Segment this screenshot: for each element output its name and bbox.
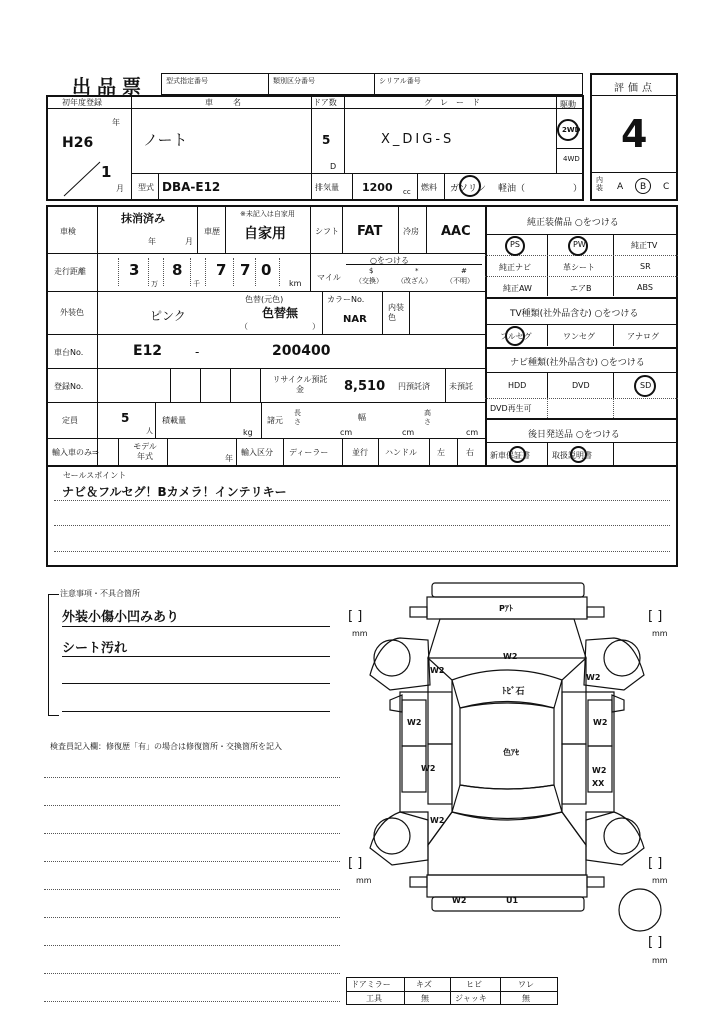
tire-fr-bracket: [ ] xyxy=(648,609,663,624)
tire-rr-bracket: [ ] xyxy=(648,856,663,871)
inspection-year: 年 xyxy=(148,237,156,246)
color-change-value: 色替無 xyxy=(262,306,299,320)
later-manual: 取扱説明書 xyxy=(552,451,592,460)
handle-right: 右 xyxy=(466,448,474,457)
recycle-label: リサイクル預託金 xyxy=(272,375,328,394)
car-diagram xyxy=(340,580,680,980)
rear-bumper-right-end xyxy=(587,877,604,887)
length-unit: cm xyxy=(340,428,353,437)
front-bumper-top xyxy=(432,583,584,597)
fuel-close: ） xyxy=(573,184,583,194)
exchange-label: （交換） xyxy=(355,277,383,285)
tv-analog: アナログ xyxy=(627,332,659,341)
navi-sd-circle xyxy=(634,375,656,397)
score-value: 4 xyxy=(621,112,648,156)
width-unit: cm xyxy=(402,428,415,437)
first-reg-label: 初年度登録 xyxy=(62,98,102,107)
dealer-option: ディーラー xyxy=(289,448,329,457)
history-note: ※未記入は自家用 xyxy=(240,210,295,218)
notes-line-1: 外装小傷小凹みあり xyxy=(62,610,180,625)
first-reg-month: 1 xyxy=(101,163,112,181)
front-right-wheel xyxy=(604,640,640,676)
drive-4wd: 4WD xyxy=(563,155,580,163)
front-left-door-inner xyxy=(428,692,452,744)
shift-label: シフト xyxy=(315,227,339,236)
inspection-label: 車検 xyxy=(60,227,76,236)
sales-label: セールスポイント xyxy=(63,471,127,480)
damage-w2-right-2: W2 xyxy=(592,766,607,775)
class-code-label: 類別区分番号 xyxy=(273,77,315,85)
displacement-label: 排気量 xyxy=(315,183,339,192)
tire-spare-mm: mm xyxy=(652,956,668,965)
equip-ps-circle xyxy=(505,236,525,256)
equip-navi: 純正ナビ xyxy=(499,263,531,272)
interior-b: B xyxy=(640,182,647,192)
color-paren-close: ） xyxy=(312,322,320,331)
front-left-wheel xyxy=(374,640,410,676)
model-year-unit: 年 xyxy=(225,454,233,463)
later-title: 後日発送品 ○をつける xyxy=(528,430,620,440)
doors-d: D xyxy=(330,162,337,171)
reg-label: 登録No. xyxy=(54,382,84,391)
damage-w2-left-1: W2 xyxy=(407,718,422,727)
first-reg-era: H26 xyxy=(62,135,94,151)
legend-hibi: ヒビ xyxy=(466,980,482,989)
height-label: 高さ xyxy=(424,409,431,426)
sales-text: ナビ＆フルセグ！Bカメラ！インテリキー xyxy=(62,485,287,499)
fuel-diesel: 軽油（ xyxy=(498,184,526,194)
recycle-unit: 円預託済 xyxy=(398,382,430,391)
legend-jack-value: 無 xyxy=(522,994,530,1003)
fuel-gasoline-circle xyxy=(459,175,481,197)
ac-label: 冷房 xyxy=(403,227,419,236)
chassis-no: 200400 xyxy=(272,343,331,359)
handle-left: 左 xyxy=(437,448,445,457)
unknown-label: （不明） xyxy=(446,277,474,285)
mileage-circle-note: ○をつける xyxy=(370,256,409,265)
chassis-prefix: E12 xyxy=(133,343,163,359)
mileage-digit-1: 3 xyxy=(129,261,140,279)
damage-w2-bumper: W2 xyxy=(452,896,467,905)
rear-bumper xyxy=(427,875,587,897)
interior-c: C xyxy=(663,182,670,192)
navi-title: ナビ種類(社外品含む) ○をつける xyxy=(510,358,645,368)
mileage-digit-4: 7 xyxy=(240,261,251,279)
year-suffix: 年 xyxy=(112,118,120,127)
rear-window xyxy=(452,785,562,819)
notes-bracket xyxy=(48,594,59,716)
tire-fr-mm: mm xyxy=(652,629,668,638)
mileage-digit-3: 7 xyxy=(216,261,227,279)
inspection-value: 抹消済み xyxy=(121,212,165,225)
later-warranty: 新車保証書 xyxy=(490,451,530,460)
chassis-label: 車台No. xyxy=(54,348,84,357)
fuel-label: 燃料 xyxy=(421,183,437,192)
recycle-no: 未預託 xyxy=(449,382,473,391)
mileage-km: km xyxy=(289,279,302,288)
car-name-label: 車名 xyxy=(205,98,261,107)
inspection-month: 月 xyxy=(185,237,193,246)
model-value: DBA-E12 xyxy=(162,180,221,194)
tire-spare-bracket: [ ] xyxy=(648,935,663,950)
model-year-label: モデル年式 xyxy=(133,442,157,461)
length-label: 長さ xyxy=(294,409,301,426)
rear-left-wheel xyxy=(374,818,410,854)
equip-abs: ABS xyxy=(637,283,653,292)
mileage-man: 万 xyxy=(151,280,158,288)
equip-leather: 革シート xyxy=(563,263,595,272)
doors-label: ドア数 xyxy=(313,98,337,107)
load-label: 積載量 xyxy=(162,416,186,425)
dims-label: 諸元 xyxy=(267,416,283,425)
color-no: NAR xyxy=(343,314,367,325)
equip-ps: PS xyxy=(510,240,520,249)
legend-kizu: キズ xyxy=(416,980,432,989)
chassis-dash: - xyxy=(195,345,200,359)
roof-panel xyxy=(460,703,554,789)
score-label: 評価点 xyxy=(614,83,656,94)
navi-hdd: HDD xyxy=(508,381,527,390)
later-manual-circle xyxy=(570,446,587,463)
damage-w2-front-right: W2 xyxy=(586,673,601,682)
interior-a: A xyxy=(617,182,624,192)
later-warranty-circle xyxy=(509,446,526,463)
legend-jack: ジャッキ xyxy=(455,994,487,1003)
color-no-label: カラーNo. xyxy=(327,295,365,304)
front-bumper-left-end xyxy=(410,607,427,617)
color-paren-open: （ xyxy=(240,322,248,331)
dvd-playback: DVD再生可 xyxy=(490,404,532,413)
mileage-digit-5: 0 xyxy=(261,261,272,279)
equip-airbag: エアB xyxy=(570,284,592,293)
front-bumper-right-end xyxy=(587,607,604,617)
ac-value: AAC xyxy=(441,224,471,239)
damage-tobi: ﾄﾋﾞ石 xyxy=(502,687,525,697)
first-reg-slash xyxy=(62,160,102,198)
equip-tv: 純正TV xyxy=(631,241,658,250)
displacement-unit: cc xyxy=(403,188,411,196)
mileage-label: 走行距離 xyxy=(54,267,86,276)
capacity-label: 定員 xyxy=(62,416,78,425)
navi-sd: SD xyxy=(640,381,652,390)
serial-label: シリアル番号 xyxy=(379,77,421,85)
notes-line-2: シート汚れ xyxy=(62,641,128,656)
drive-2wd-circle xyxy=(557,119,579,141)
rear-right-wheel xyxy=(604,818,640,854)
tv-title: TV種類(社外品含む) ○をつける xyxy=(510,309,639,319)
fuel-gasoline: ガソリン xyxy=(450,184,487,194)
spare-tire xyxy=(619,889,661,931)
equip-aw: 純正AW xyxy=(503,284,532,293)
damage-w2-front-left: W2 xyxy=(430,666,445,675)
notes-label: 注意事項・不具合箇所 xyxy=(60,589,140,598)
legend-ware: ワレ xyxy=(518,980,534,989)
interior-color-label: 内装色 xyxy=(388,303,404,322)
trunk-lid xyxy=(428,812,586,875)
mileage-mile: マイル xyxy=(317,273,341,282)
drive-2wd: 2WD xyxy=(562,126,581,134)
interior-label: 内装 xyxy=(596,176,603,192)
rear-left-door-inner xyxy=(428,744,452,804)
doors-value: 5 xyxy=(322,133,331,147)
import-label: 輸入車のみ⇒ xyxy=(52,448,99,457)
equipment-title: 純正装備品 ○をつける xyxy=(527,218,619,228)
tire-fl-mm: mm xyxy=(352,629,368,638)
damage-w2-rear-left: W2 xyxy=(430,816,445,825)
legend-mirror: ドアミラー xyxy=(351,980,391,989)
equip-sr: SR xyxy=(640,262,651,271)
tire-rl-mm: mm xyxy=(356,876,372,885)
mileage-sen: 千 xyxy=(193,280,200,288)
rear-right-door-inner xyxy=(562,744,586,804)
displacement-value: 1200 xyxy=(362,181,393,194)
load-unit: kg xyxy=(243,428,253,437)
equip-pw: PW xyxy=(573,240,586,249)
color-value: ピンク xyxy=(150,309,186,323)
interior-b-circle xyxy=(635,178,651,194)
capacity-unit: 人 xyxy=(146,427,153,435)
model-label: 型式 xyxy=(138,183,154,192)
rear-bumper-left-end xyxy=(410,877,427,887)
grade-value: X_DIG-S xyxy=(381,132,455,147)
equip-pw-circle xyxy=(568,236,588,256)
tv-fullseg: フルセグ xyxy=(500,332,532,341)
damage-iro: 色ｱｾ xyxy=(503,748,519,757)
color-label: 外装色 xyxy=(60,308,84,317)
parallel-option: 並行 xyxy=(352,448,368,457)
tire-rl-bracket: [ ] xyxy=(348,856,363,871)
legend-tools: 工具 xyxy=(366,994,382,1003)
modified-symbol: * xyxy=(415,267,419,275)
color-change-label: 色替(元色) xyxy=(245,295,284,304)
damage-pato: Pｱﾄ xyxy=(499,604,513,613)
front-right-door-inner xyxy=(562,692,586,744)
tv-oneseg: ワンセグ xyxy=(563,332,595,341)
grade-label: グレード xyxy=(424,98,488,107)
unknown-symbol: # xyxy=(461,267,467,275)
damage-xx: XX xyxy=(592,779,605,788)
shift-value: FAT xyxy=(357,224,383,239)
inspector-label: 検査員記入欄：修復歴「有」の場合は修復箇所・交換箇所を記入 xyxy=(50,742,282,751)
height-unit: cm xyxy=(466,428,479,437)
legend-tools-value: 無 xyxy=(421,994,429,1003)
tire-fl-bracket: [ ] xyxy=(348,609,363,624)
form-title: 出品票 xyxy=(72,76,148,98)
type-designation-label: 型式指定番号 xyxy=(166,77,208,85)
width-label: 幅 xyxy=(358,413,366,422)
drive-label: 駆動 xyxy=(560,100,576,109)
car-name: ノート xyxy=(143,131,188,149)
history-value: 自家用 xyxy=(244,226,286,242)
tire-rr-mm: mm xyxy=(652,876,668,885)
damage-w2-right-1: W2 xyxy=(593,718,608,727)
damage-w2-hood: W2 xyxy=(503,652,518,661)
exchange-symbol: $ xyxy=(369,267,374,275)
modified-label: （改ざん） xyxy=(397,277,432,285)
mileage-digit-2: 8 xyxy=(172,261,183,279)
capacity-value: 5 xyxy=(121,411,130,425)
recycle-value: 8,510 xyxy=(344,379,386,394)
history-label: 車歴 xyxy=(204,227,220,236)
handle-label: ハンドル xyxy=(385,448,417,457)
serial-fields xyxy=(161,73,583,95)
import-type-label: 輸入区分 xyxy=(241,448,273,457)
damage-w2-left-2: W2 xyxy=(421,764,436,773)
navi-dvd: DVD xyxy=(572,381,590,390)
damage-u1: U1 xyxy=(506,896,519,905)
tv-fullseg-circle xyxy=(505,326,525,346)
month-suffix: 月 xyxy=(116,184,124,193)
